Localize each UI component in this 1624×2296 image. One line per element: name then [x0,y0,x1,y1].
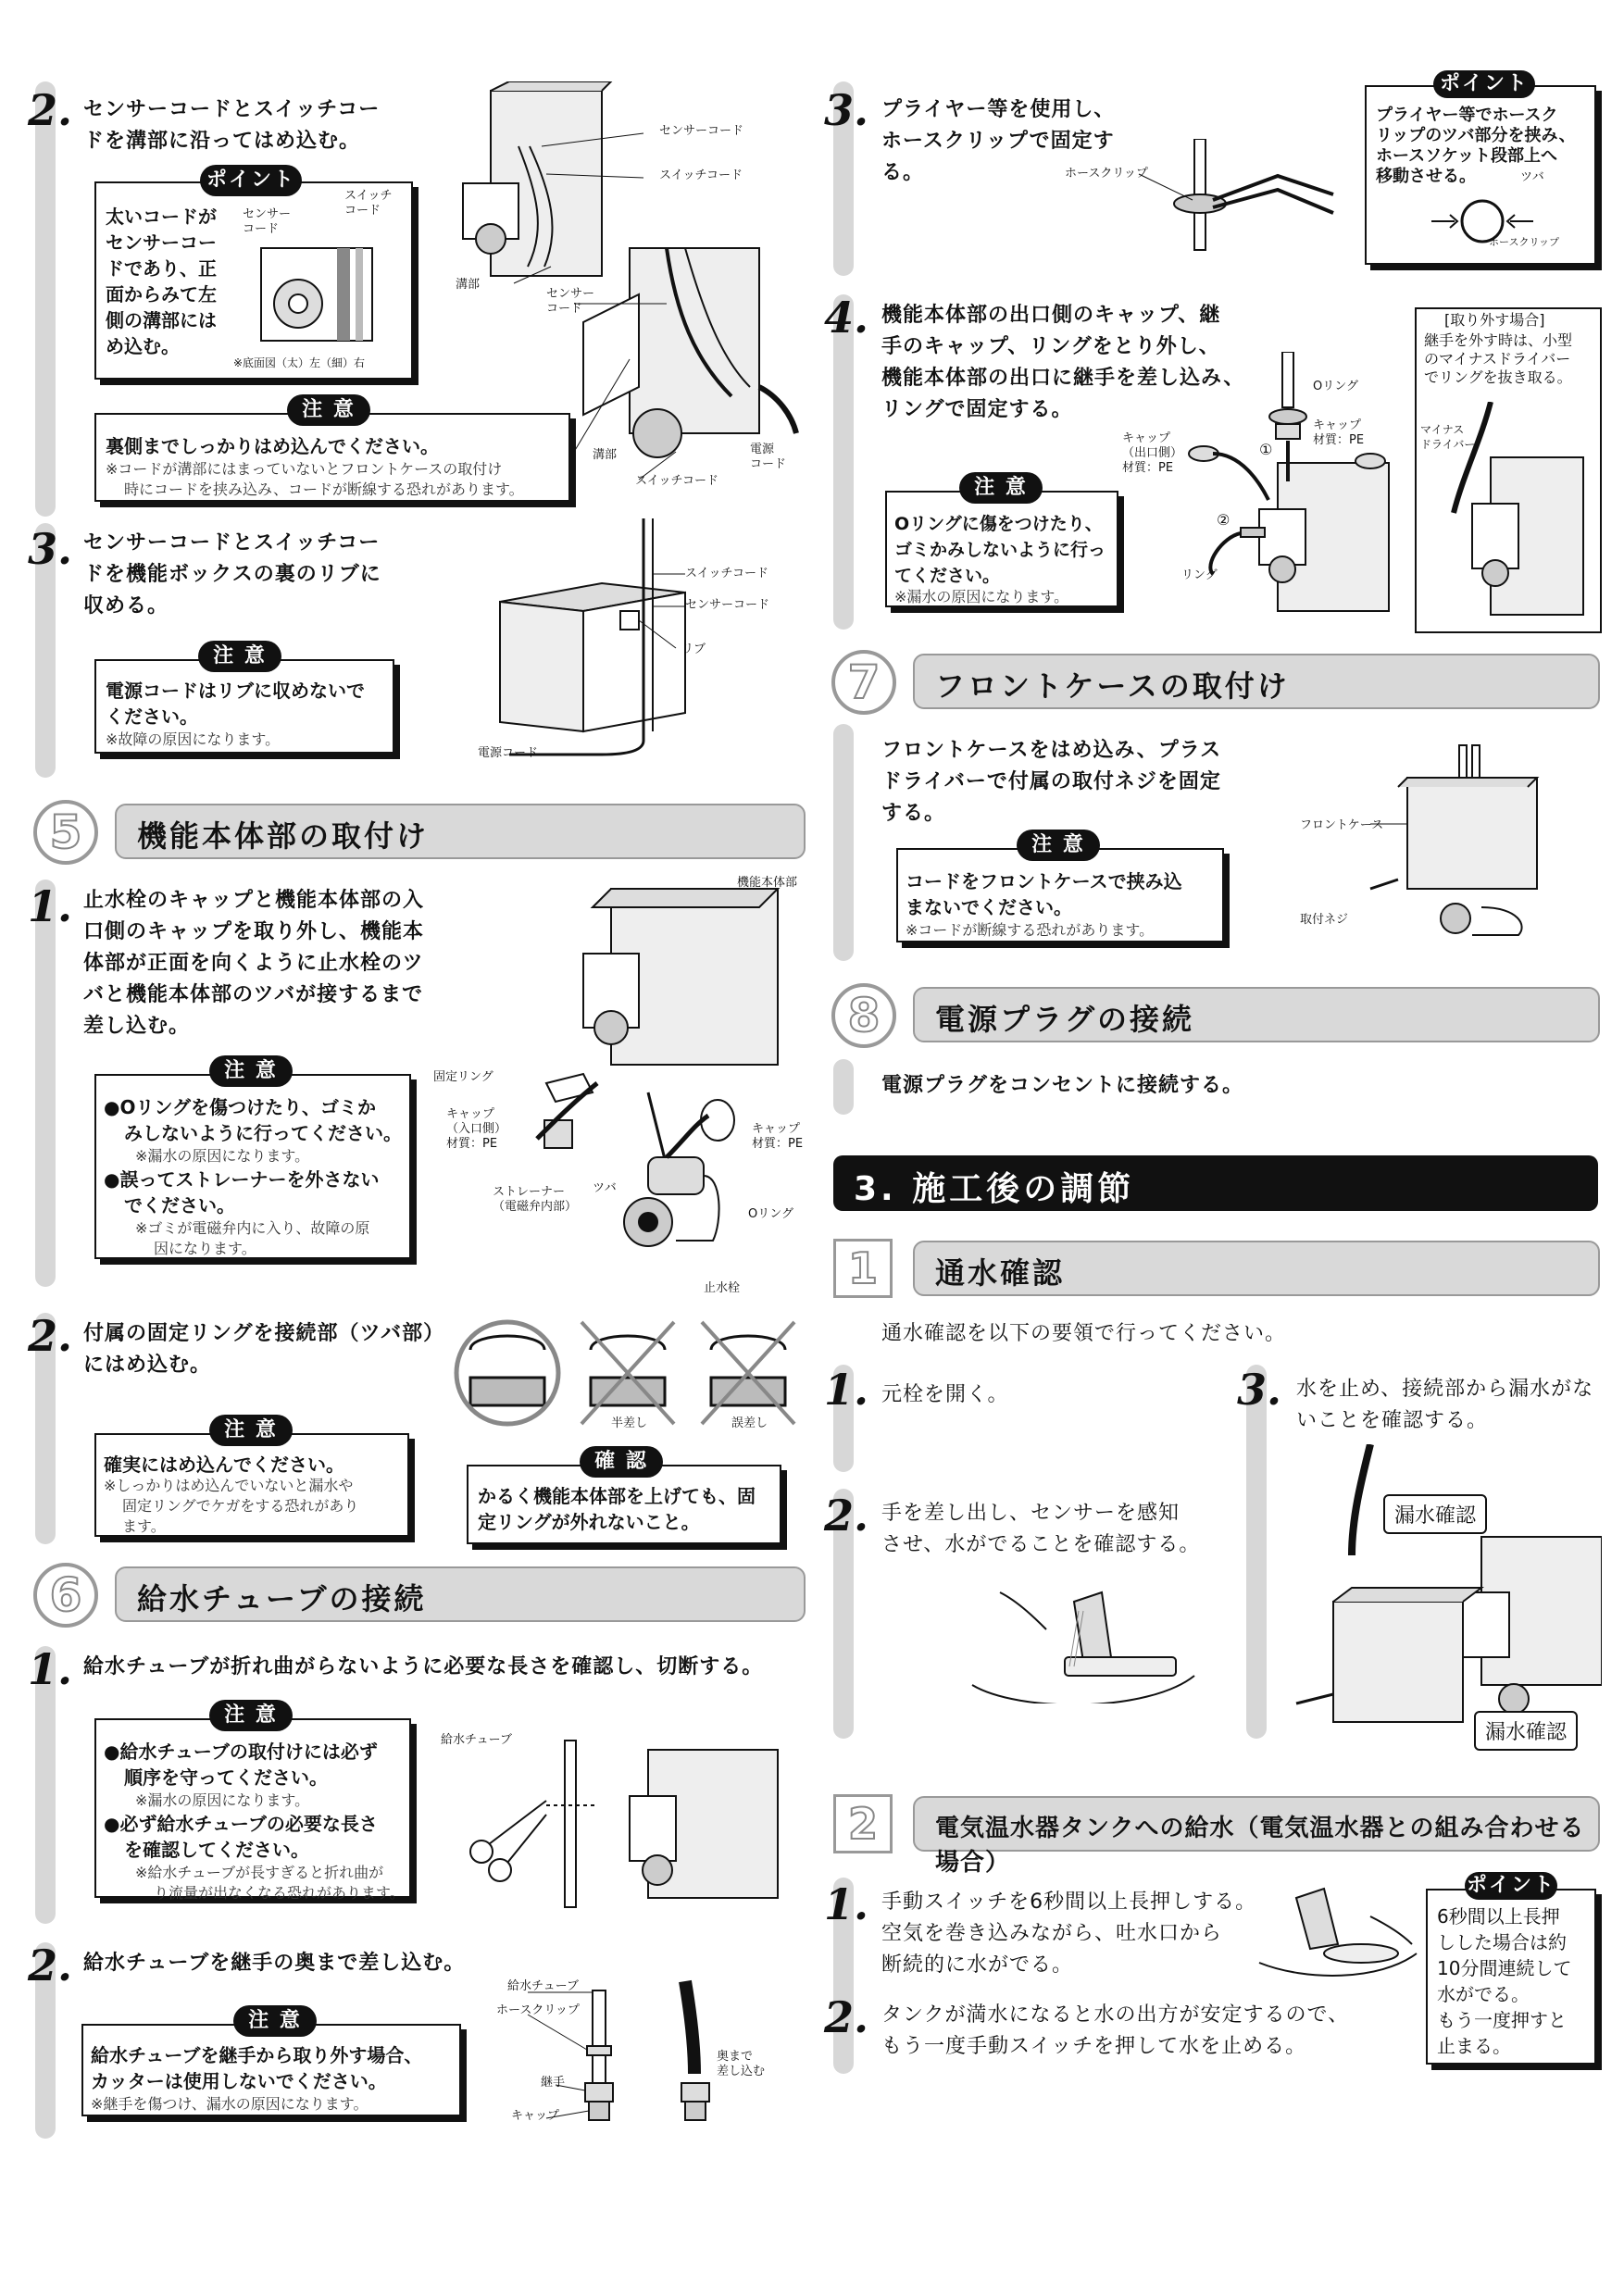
step-text: 給水チューブが折れ曲がらないように必要な長さを確認し、切断する。 [83,1655,764,1678]
chapter-header: 3. 施工後の調節 [833,1155,1598,1211]
section-number: 6 [33,1563,98,1628]
step-text: 給水チューブを継手の奥まで差し込む。 [83,1952,466,1975]
step-text: 手動スイッチを6秒間以上長押しする。 空気を巻き込みながら、吐水口から 断続的に水がでる。 [881,1890,1257,1977]
section-header: 機能本体部の取付け [115,804,806,859]
step-text: 電源プラグをコンセントに接続する。 [881,1074,1244,1097]
subsection-header: 通水確認 [913,1241,1600,1296]
caution-box: 給水チューブを継手から取り外す場合、 カッターは使用しないでください。 ※継手を傷つけ、漏水の原因になります。 [81,2024,461,2116]
caution-tag: 注 意 [1017,830,1100,861]
tube-cut-illustration [435,1731,806,1916]
caution-tag: 注 意 [233,2005,317,2037]
subsection-header: 電気温水器タンクへの給水（電気温水器との組み合わせる場合） [913,1796,1600,1852]
caution-box: 確実にはめ込んでください。 ※しっかりはめ込んでいないと漏水や 固定リングでケガをする恐れがあり ます。 [94,1433,409,1537]
confirm-tag: 確 認 [580,1446,663,1478]
caution-tag: 注 意 [959,472,1043,504]
section-number: 5 [33,800,98,865]
step-bar [833,724,854,961]
section-number: 8 [831,983,896,1048]
step-text: 水を止め、接続部から漏水がな いことを確認する。 [1296,1378,1594,1432]
point-box: 6秒間以上長押 しした場合は約 10分間連続して 水がでる。 もう一度押すと 止まる。 [1426,1889,1596,2065]
step-text: フロントケースをはめ込み、プラス ドライバーで付属の取付ネジを固定 する。 [881,739,1222,825]
step-text: 付属の固定リングを接続部（ツバ部） にはめ込む。 [83,1322,445,1377]
step-number: 4. [824,293,869,343]
bottom-view-figure [252,239,400,350]
subsection-number: 1 [833,1239,893,1298]
step-text: 機能本体部の出口側のキャップ、継 手のキャップ、リングをとり外し、 機能本体部の出口に継手を差し込み、 リングで固定する。 [881,304,1245,421]
step-text: タンクが満水になると水の出方が安定するので、 もう一度手動スイッチを押して水を止める。 [881,2003,1350,2058]
step-number: 2. [824,1491,869,1541]
caution-tag: 注 意 [209,1055,293,1087]
step-number: 2. [28,1311,73,1361]
caution-tag: 注 意 [209,1700,293,1731]
leak-check-callout: 漏水確認 [1383,1494,1487,1534]
section-number: 7 [831,650,896,715]
section-header: 電源プラグの接続 [913,987,1600,1042]
step-bar [35,880,56,1287]
subsection-number: 2 [833,1794,893,1853]
step-text: 元栓を開く。 [881,1383,1009,1406]
point-box: 太いコードが センサーコー ドであり、正 面からみて左 側の溝部には め込む。 スイッチ コード センサー コード ※底面図（太）左（細）右 [94,181,413,380]
caution-box: 電源コードはリブに収めないで ください。 ※故障の原因になります。 [94,659,394,754]
leak-check-callout: 漏水確認 [1474,1711,1578,1751]
section-header: 給水チューブの接続 [115,1566,806,1622]
step-number: 1. [824,1879,869,1929]
manual-switch-illustration [1250,1879,1426,1981]
section-header: フロントケースの取付け [913,654,1600,709]
caution-tag: 注 意 [209,1415,293,1446]
step-text: センサーコードとスイッチコー ドを溝部に沿ってはめ込む。 [83,98,381,153]
intro-text: 通水確認を以下の要領で行ってください。 [881,1322,1287,1345]
step-number: 2. [28,85,73,135]
point-tag: ポイント [200,165,302,196]
pliers-illustration [1065,139,1343,259]
step-bar [833,294,854,630]
step-number: 1. [28,1644,73,1694]
step-number: 1. [824,1365,869,1415]
confirm-box: かるく機能本体部を上げても、固 定リングが外れないこと。 [467,1465,781,1544]
step-number: 2. [28,1940,73,1990]
step-number: 3. [28,524,73,574]
ring-figures [452,1313,804,1433]
step-bar [1246,1365,1267,1739]
point-box: プライヤー等でホースク リップのツバ部分を挟み、 ホースソケット段部上へ 移動させる。 ツバ ホースクリップ [1365,85,1596,265]
step-number: 3. [824,85,869,135]
step-bar [833,1059,854,1115]
step-number: 3. [1237,1365,1282,1415]
step-text: センサーコードとスイッチコー ドを機能ボックスの裏のリブに 収める。 [83,531,381,618]
point-tag: ポイント [1465,1872,1557,1900]
caution-box: ●Oリングを傷つけたり、ゴミか みしないように行ってください。 ※漏水の原因になります。 ●誤ってストレーナーを外さない でください。 ※ゴミが電磁弁内に入り、故障の原 因になります。 [94,1074,411,1259]
rib-illustration [463,518,778,768]
caution-tag: 注 意 [287,394,370,426]
step-text: プライヤー等を使用し、 ホースクリップで固定す る。 [881,98,1116,184]
caution-box: ●給水チューブの取付けには必ず 順序を守ってください。 ※漏水の原因になります。 ●必ず給水チューブの必要な長さ を確認してください。 ※給水チューブが長すぎると折れ曲が り流量が出なくなる恐れがあります。 [94,1718,411,1898]
remove-box: [取り外す場合] 継手を外す時は、小型 のマイナスドライバー でリングを抜き取る。 マイナス ドライバー [1415,307,1602,633]
caution-box: コードをフロントケースで挟み込 まないでください。 ※コードが断線する恐れがあります。 [896,848,1224,942]
faucet-illustration [963,1574,1204,1703]
leak-check-illustration [1278,1444,1602,1741]
step-bar [35,81,56,517]
step-text: 止水栓のキャップと機能本体部の入 口側のキャップを取り外し、機能本 体部が正面を向くように止水栓のツ バと機能本体部のツバが接するまで 差し込む。 [83,889,425,1038]
step-text: 手を差し出し、センサーを感知 させ、水がでることを確認する。 [881,1502,1201,1556]
joint-illustration [1120,352,1417,630]
caution-box: 裏側までしっかりはめ込んでください。 ※コードが溝部にはまっていないとフロントケースの取付け 時にコードを挟み込み、コードが断線する恐れがあります。 [94,413,570,502]
point-tag: ポイント [1433,70,1535,98]
step-number: 2. [824,1992,869,2042]
caution-box: Oリングに傷をつけたり、 ゴミかみしないように行っ てください。 ※漏水の原因になります。 [885,491,1118,607]
unit-illustration [426,81,806,498]
step-number: 1. [28,881,73,931]
caution-tag: 注 意 [198,641,281,672]
